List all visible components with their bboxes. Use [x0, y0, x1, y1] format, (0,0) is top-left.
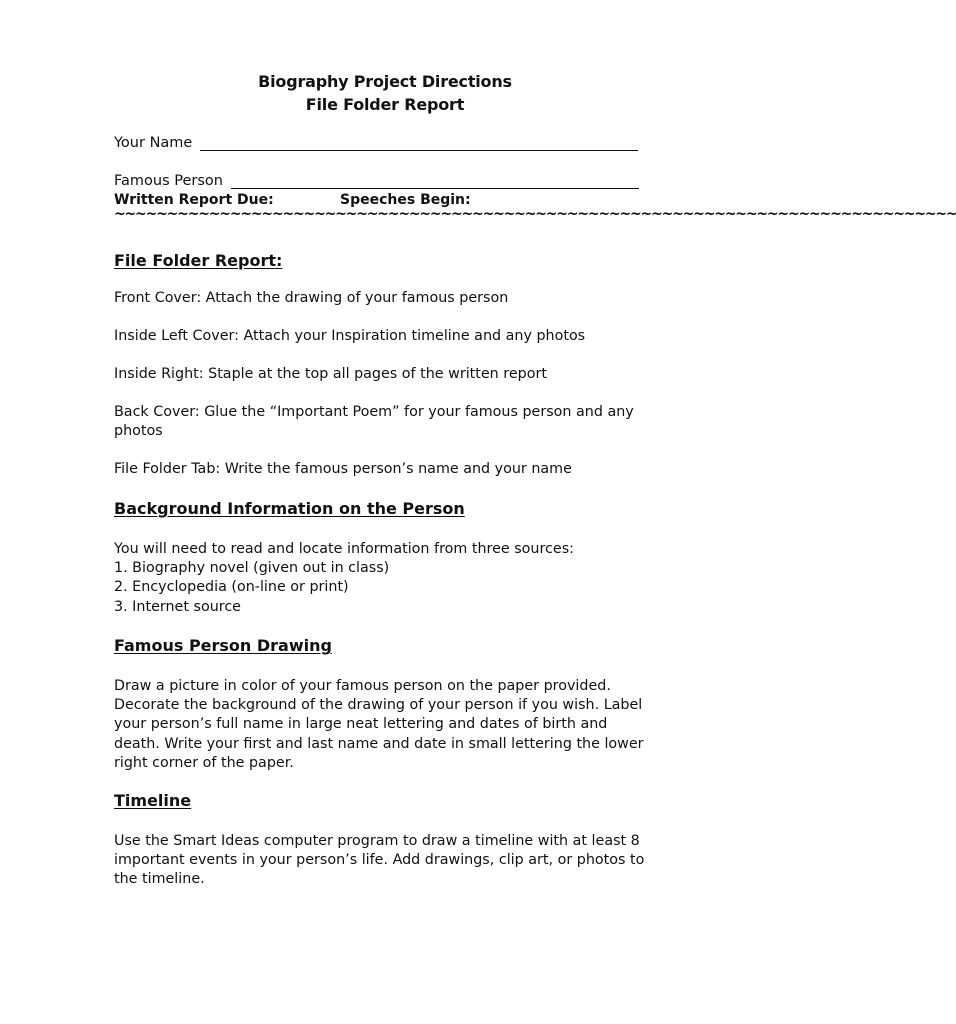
document-subtitle: File Folder Report — [305, 95, 465, 114]
timeline-line: important events in your person’s life. Add drawings, clip art, or photos to — [114, 852, 645, 869]
background-text — [114, 540, 660, 617]
drawing-line: death. Write your first and last name and date in small lettering the lower — [114, 735, 644, 752]
source-item: 3. Internet source — [114, 598, 241, 615]
back-cover-line: photos — [114, 423, 163, 440]
source-item: 2. Encyclopedia (on-line or print) — [114, 579, 349, 596]
drawing-line: your person’s full name in large neat lettering and dates of birth and — [114, 716, 608, 733]
source-item: 1. Biography novel (given out in class) — [114, 560, 390, 577]
your-name-field — [114, 135, 638, 151]
drawing-text — [114, 677, 660, 773]
timeline-line: Use the Smart Ideas computer program to draw a timeline with at least 8 — [114, 833, 640, 849]
famous-person-label: Famous Person — [114, 173, 223, 189]
famous-person-blank-line — [231, 174, 639, 189]
tilde-divider: ~~~~~~~~~~~~~~~~~~~~~~~~~~~~~~~~~~~~~~~~~~~~~~~~~~~~~~~~~~~~~~~~~~~~~~~~~~~~~~~~ — [114, 206, 956, 222]
back-cover-text — [114, 403, 660, 441]
drawing-line: right corner of the paper. — [114, 754, 294, 771]
timeline-line: the timeline. — [114, 871, 205, 888]
background-heading: Background Information on the Person — [114, 499, 465, 518]
front-cover-text: Front Cover: Attach the drawing of your famous person — [114, 290, 509, 306]
drawing-line: Decorate the background of the drawing of your person if you wish. Label — [114, 697, 643, 714]
famous-person-field — [114, 173, 639, 189]
background-intro: You will need to read and locate information from three sources: — [114, 541, 574, 557]
drawing-heading: Famous Person Drawing — [114, 636, 332, 655]
your-name-label: Your Name — [114, 135, 193, 151]
back-cover-line: Back Cover: Glue the “Important Poem” for your famous person and any — [114, 404, 634, 420]
inside-left-text: Inside Left Cover: Attach your Inspiration timeline and any photos — [114, 328, 586, 344]
document-title: Biography Project Directions — [258, 72, 512, 91]
written-report-due-label: Written Report Due: — [114, 192, 274, 208]
your-name-blank-line — [200, 136, 638, 151]
inside-right-text: Inside Right: Staple at the top all pages of the written report — [114, 366, 547, 382]
file-folder-heading: File Folder Report: — [114, 251, 283, 270]
timeline-heading: Timeline — [114, 791, 192, 810]
speeches-begin-label: Speeches Begin: — [340, 192, 471, 208]
timeline-text — [114, 832, 660, 890]
drawing-line: Draw a picture in color of your famous person on the paper provided. — [114, 678, 611, 694]
folder-tab-text: File Folder Tab: Write the famous person’s name and your name — [114, 461, 572, 477]
